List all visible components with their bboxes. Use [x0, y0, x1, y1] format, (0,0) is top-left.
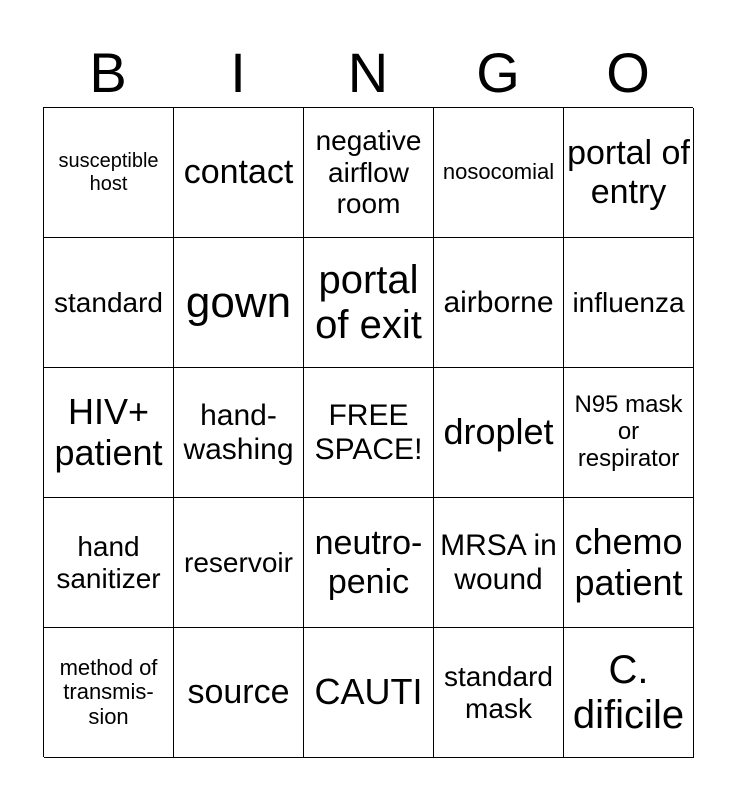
bingo-cell[interactable]: influenza [564, 238, 694, 368]
bingo-cell[interactable]: gown [174, 238, 304, 368]
header-letter-g: G [476, 41, 520, 104]
header-letter-i: I [230, 41, 246, 104]
bingo-cell[interactable]: standard mask [434, 628, 564, 758]
bingo-cell[interactable]: HIV+ patient [44, 368, 174, 498]
header-letter-b: B [89, 41, 127, 104]
bingo-cell[interactable]: standard [44, 238, 174, 368]
bingo-cell[interactable]: negative airflow room [304, 108, 434, 238]
bingo-cell[interactable]: CAUTI [304, 628, 434, 758]
bingo-cell[interactable]: droplet [434, 368, 564, 498]
bingo-cell[interactable]: N95 mask or respirator [564, 368, 694, 498]
bingo-cell[interactable]: hand sanitizer [44, 498, 174, 628]
header-letter-n: N [347, 41, 389, 104]
bingo-cell[interactable]: chemo patient [564, 498, 694, 628]
bingo-cell free-space[interactable]: FREE SPACE! [304, 368, 434, 498]
bingo-header [43, 40, 693, 106]
bingo-cell[interactable]: portal of exit [304, 238, 434, 368]
bingo-cell[interactable]: C. dificile [564, 628, 694, 758]
bingo-cell[interactable]: portal of entry [564, 108, 694, 238]
bingo-cell[interactable]: contact [174, 108, 304, 238]
bingo-cell[interactable]: airborne [434, 238, 564, 368]
bingo-cell[interactable]: method of transmis-sion [44, 628, 174, 758]
bingo-cell[interactable]: neutro-penic [304, 498, 434, 628]
bingo-cell[interactable]: reservoir [174, 498, 304, 628]
bingo-cell[interactable]: hand-washing [174, 368, 304, 498]
bingo-board [43, 107, 693, 757]
header-letter-o: O [606, 41, 650, 104]
bingo-cell[interactable]: nosocomial [434, 108, 564, 238]
bingo-cell[interactable]: susceptible host [44, 108, 174, 238]
bingo-cell[interactable]: source [174, 628, 304, 758]
bingo-cell[interactable]: MRSA in wound [434, 498, 564, 628]
